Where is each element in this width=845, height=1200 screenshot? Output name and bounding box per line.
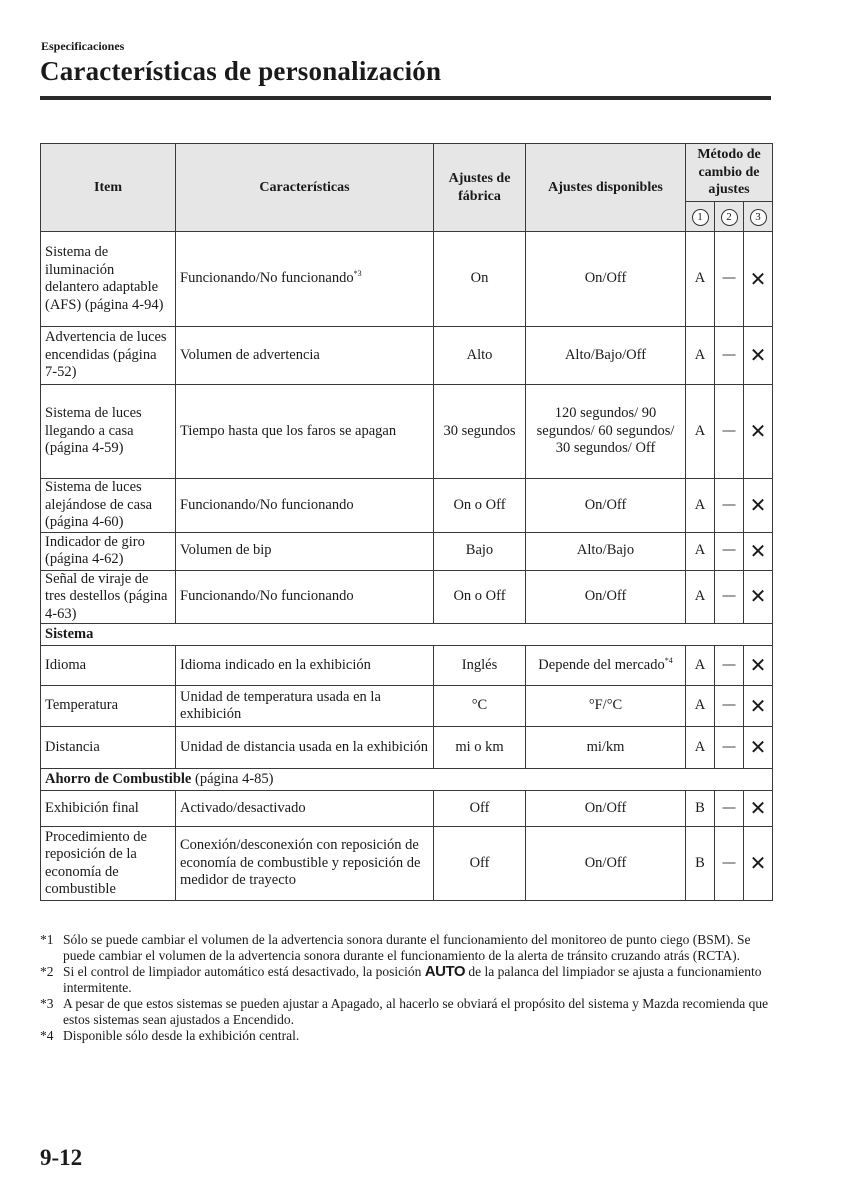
footnote-text-part: de la palanca del limpiador se ajusta a funcionamiento intermitente. (63, 964, 762, 995)
method-1-value: B (686, 827, 715, 901)
available-text: On/Off (584, 496, 627, 513)
footnote-text-part: A pesar de que estos sistemas se pueden ajustar a Apagado, al hacerlo se obviará el propósito del sistema y Mazda recomienda que estos sistemas sean ajustados a Encendido. (63, 996, 769, 1027)
group-title-cell (41, 769, 773, 791)
footnote-ref: *4 (664, 655, 673, 665)
section-label: Especificaciones (41, 39, 125, 53)
method-2-value: — (715, 385, 744, 479)
group-header-row (41, 624, 773, 646)
feature-text: Funcionando/No funcionando (180, 270, 354, 287)
row-factory: Bajo (434, 532, 526, 570)
row-item: Advertencia de luces encendidas (página 7-52) (41, 327, 176, 385)
footnote-text (63, 996, 772, 1027)
feature-text: Tiempo hasta que los faros se apagan (180, 422, 397, 439)
table-body (41, 232, 773, 901)
header-method-col-3 (744, 202, 773, 232)
header-item: Item (41, 144, 176, 232)
row-available (526, 232, 686, 327)
row-feature (176, 727, 434, 769)
header-method-col-1 (686, 202, 715, 232)
available-text: mi/km (586, 738, 625, 755)
row-available (526, 646, 686, 686)
group-title: Ahorro de Combustible (45, 770, 192, 787)
method-2-value: — (715, 232, 744, 327)
row-available (526, 827, 686, 901)
available-text: 120 segundos/ 90 segundos/ 60 segundos/ 30 segundos/ Off (536, 405, 675, 457)
table-row (41, 385, 773, 479)
available-text: Alto/Bajo/Off (564, 346, 647, 363)
table-row (41, 827, 773, 901)
row-item: Temperatura (41, 686, 176, 727)
row-factory: On (434, 232, 526, 327)
group-title-cell (41, 624, 773, 646)
footnotes (40, 932, 772, 1045)
method-2-value: — (715, 686, 744, 727)
row-available (526, 686, 686, 727)
method-1-value: A (686, 327, 715, 385)
table-row (41, 791, 773, 827)
table-row (41, 646, 773, 686)
row-factory: Off (434, 791, 526, 827)
header-method-col-2 (715, 202, 744, 232)
method-2-value: — (715, 327, 744, 385)
row-available (526, 385, 686, 479)
header-method: Método de cambio de ajustes (686, 144, 773, 202)
row-item: Procedimiento de reposición de la economía de combustible (41, 827, 176, 901)
feature-text: Idioma indicado en la exhibición (180, 656, 371, 673)
footnote-text-part: Disponible sólo desde la exhibición central. (63, 1028, 300, 1043)
method-2-value: — (715, 479, 744, 533)
footnote-text-part: Si el control de limpiador automático está desactivado, la posición (63, 964, 425, 979)
header-factory: Ajustes de fábrica (434, 144, 526, 232)
footnote-text-part: Sólo se puede cambiar el volumen de la advertencia sonora durante el funcionamiento del monitoreo de punto ciego (BSM). Se puede cambiar el volumen de la advertencia sonora durante el funcionamiento de la alerta de tránsito cruzando atrás (RCTA). (63, 932, 751, 963)
table-row (41, 570, 773, 624)
customization-table (40, 143, 773, 901)
footnote-ref: *3 (353, 269, 362, 279)
method-3-icon: 3 (750, 209, 767, 226)
method-3-x-icon: ✕ (744, 727, 773, 769)
row-factory: °C (434, 686, 526, 727)
footnote (40, 996, 772, 1027)
method-1-value: A (686, 479, 715, 533)
row-factory: Inglés (434, 646, 526, 686)
row-feature (176, 385, 434, 479)
row-feature (176, 479, 434, 533)
method-1-value: A (686, 532, 715, 570)
method-1-value: A (686, 232, 715, 327)
row-item: Distancia (41, 727, 176, 769)
method-3-x-icon: ✕ (744, 791, 773, 827)
title-rule (40, 96, 771, 100)
footnote (40, 1028, 772, 1044)
footnote-mark: *3 (40, 996, 54, 1011)
row-factory: mi o km (434, 727, 526, 769)
footnote-text (63, 1028, 772, 1044)
footnote-text (63, 964, 772, 995)
row-feature (176, 686, 434, 727)
table-row (41, 327, 773, 385)
row-factory: Alto (434, 327, 526, 385)
row-available (526, 570, 686, 624)
footnote (40, 932, 772, 963)
row-item: Sistema de luces alejándose de casa (página 4-60) (41, 479, 176, 533)
method-2-icon: 2 (721, 209, 738, 226)
row-available (526, 791, 686, 827)
row-factory: Off (434, 827, 526, 901)
method-1-value: A (686, 385, 715, 479)
row-factory: On o Off (434, 479, 526, 533)
method-1-value: A (686, 570, 715, 624)
method-3-x-icon: ✕ (744, 570, 773, 624)
header-features: Características (176, 144, 434, 232)
feature-text: Volumen de bip (180, 542, 272, 559)
available-text: On/Off (584, 270, 627, 287)
group-title-suffix: (página 4-85) (191, 770, 274, 787)
available-text: On/Off (584, 588, 627, 604)
feature-text: Unidad de distancia usada en la exhibición (180, 738, 429, 755)
available-text: Depende del mercado (538, 656, 665, 673)
method-2-value: — (715, 727, 744, 769)
method-3-x-icon: ✕ (744, 532, 773, 570)
table-row (41, 686, 773, 727)
method-1-value: B (686, 791, 715, 827)
row-feature (176, 791, 434, 827)
header-available: Ajustes disponibles (526, 144, 686, 232)
method-3-x-icon: ✕ (744, 686, 773, 727)
row-item: Idioma (41, 646, 176, 686)
row-feature (176, 827, 434, 901)
group-header-row (41, 769, 773, 791)
method-3-x-icon: ✕ (744, 479, 773, 533)
row-feature (176, 532, 434, 570)
row-available (526, 532, 686, 570)
row-available (526, 479, 686, 533)
method-1-icon: 1 (692, 209, 709, 226)
method-2-value: — (715, 570, 744, 624)
footnote-mark: *2 (40, 964, 54, 979)
row-available (526, 727, 686, 769)
footnote-text (63, 932, 772, 963)
table-row (41, 479, 773, 533)
method-1-value: A (686, 686, 715, 727)
page-number: 9-12 (40, 1145, 83, 1170)
footnote-mark: *4 (40, 1028, 54, 1043)
table-row (41, 232, 773, 327)
available-text: °F/°C (588, 697, 623, 714)
method-1-value: A (686, 727, 715, 769)
row-item: Indicador de giro (página 4-62) (41, 532, 176, 570)
method-3-x-icon: ✕ (744, 327, 773, 385)
available-text: Alto/Bajo (576, 542, 635, 559)
method-1-value: A (686, 646, 715, 686)
feature-text: Funcionando/No funcionando (180, 588, 354, 604)
row-feature (176, 570, 434, 624)
method-2-value: — (715, 791, 744, 827)
method-2-value: — (715, 827, 744, 901)
row-item: Sistema de luces llegando a casa (página 4-59) (41, 385, 176, 479)
row-feature (176, 327, 434, 385)
table-row (41, 532, 773, 570)
row-item: Exhibición final (41, 791, 176, 827)
method-2-value: — (715, 532, 744, 570)
method-3-x-icon: ✕ (744, 385, 773, 479)
feature-text: Funcionando/No funcionando (180, 496, 354, 513)
row-feature (176, 646, 434, 686)
group-title: Sistema (45, 625, 94, 642)
method-3-x-icon: ✕ (744, 646, 773, 686)
feature-text: Activado/desactivado (180, 799, 306, 816)
method-3-x-icon: ✕ (744, 232, 773, 327)
auto-position-label: AUTO (424, 963, 466, 980)
method-2-value: — (715, 646, 744, 686)
footnote-mark: *1 (40, 932, 54, 947)
footnote (40, 964, 772, 995)
feature-text: Unidad de temperatura usada en la exhibición (180, 688, 381, 722)
feature-text: Conexión/desconexión con reposición de economía de combustible y reposición de medidor de trayecto (180, 837, 421, 889)
available-text: On/Off (584, 854, 627, 871)
row-factory: 30 segundos (434, 385, 526, 479)
row-item: Señal de viraje de tres destellos (página 4-63) (41, 570, 176, 624)
page-title: Características de personalización (40, 56, 442, 86)
row-item: Sistema de iluminación delantero adaptable (AFS) (página 4-94) (41, 232, 176, 327)
row-available (526, 327, 686, 385)
table-row (41, 727, 773, 769)
available-text: On/Off (584, 799, 627, 816)
feature-text: Volumen de advertencia (180, 346, 320, 363)
row-feature (176, 232, 434, 327)
method-3-x-icon: ✕ (744, 827, 773, 901)
row-factory: On o Off (434, 570, 526, 624)
